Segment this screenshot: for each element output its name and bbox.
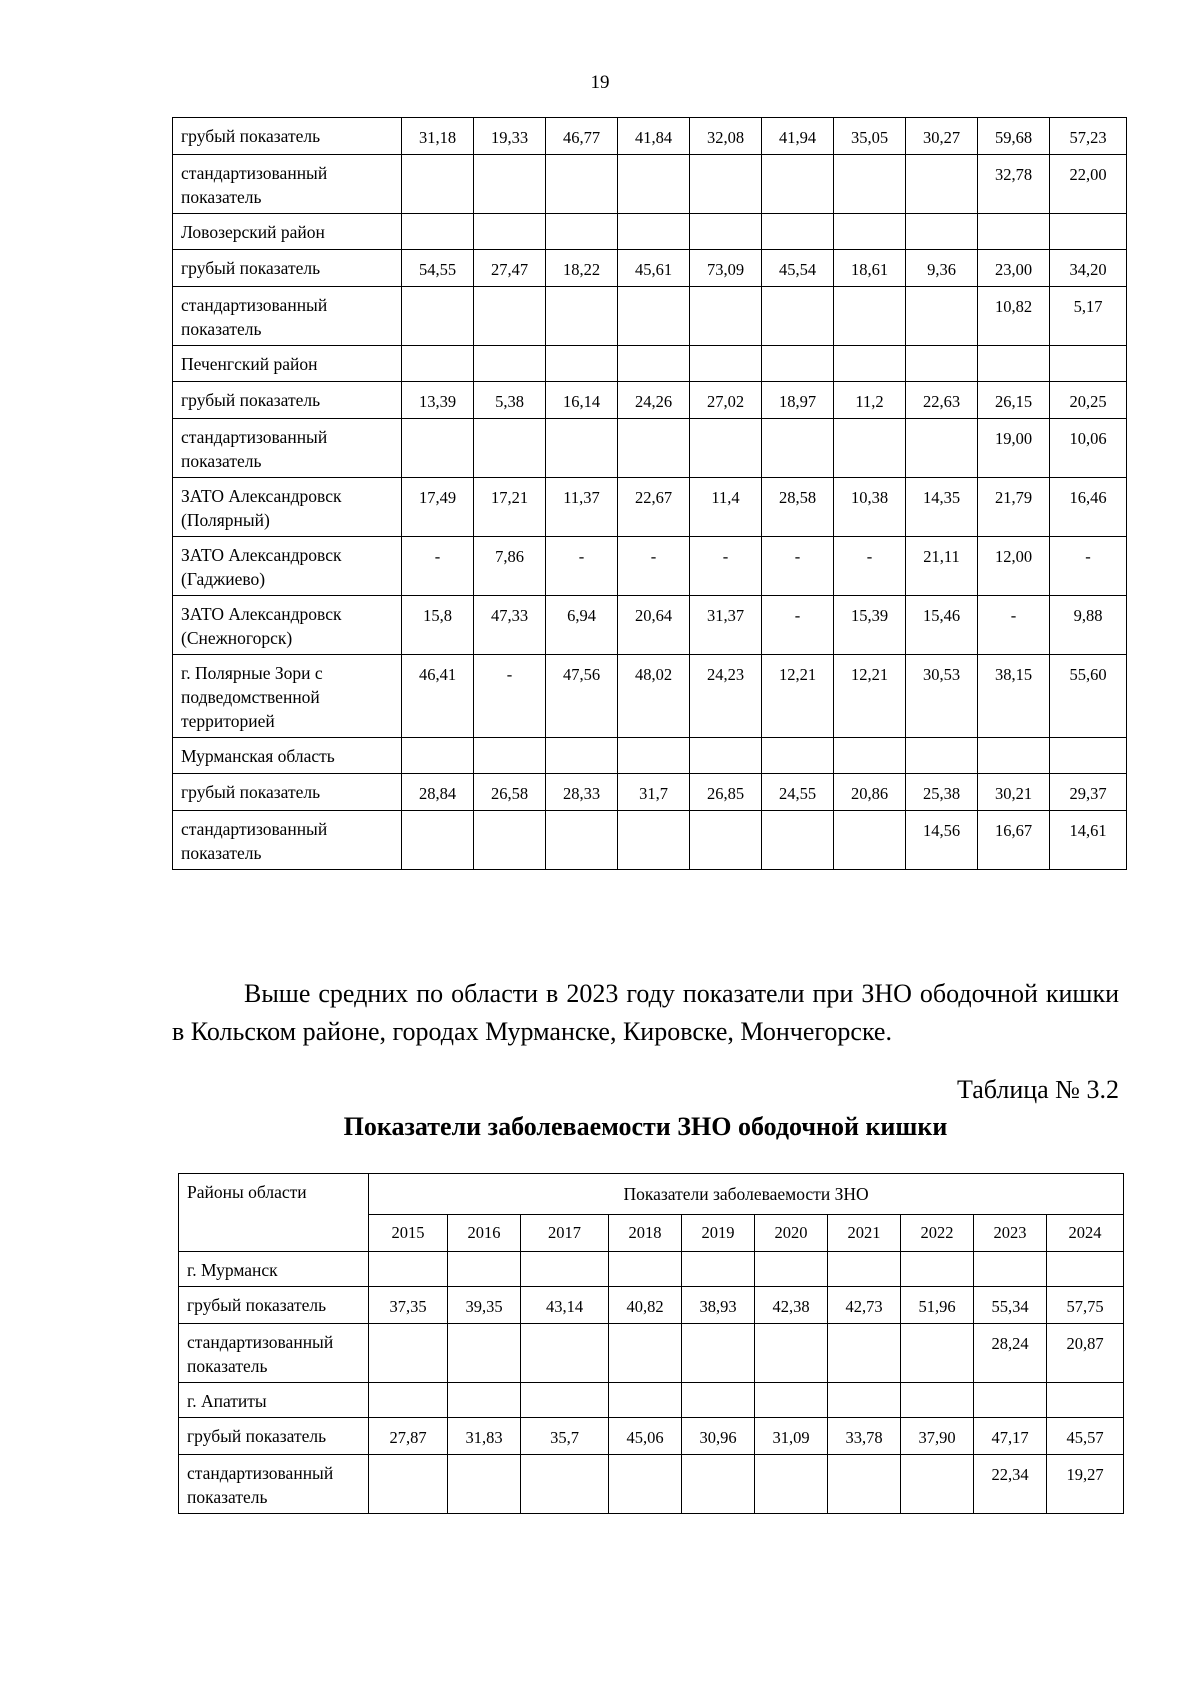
value-cell: 18,61 — [834, 250, 906, 287]
value-cell — [755, 1252, 828, 1287]
value-cell: 17,49 — [402, 478, 474, 537]
value-cell: 20,64 — [618, 596, 690, 655]
row-label: ЗАТО Александровск (Полярный) — [173, 478, 402, 537]
value-cell — [521, 1252, 609, 1287]
row-label: Печенгский район — [173, 346, 402, 382]
value-cell: 57,23 — [1050, 118, 1127, 155]
value-cell — [521, 1455, 609, 1514]
value-cell: 26,85 — [690, 774, 762, 811]
value-cell: 73,09 — [690, 250, 762, 287]
value-cell — [978, 214, 1050, 250]
value-cell: 57,75 — [1047, 1287, 1124, 1324]
value-cell — [834, 811, 906, 870]
year-header: 2024 — [1047, 1215, 1124, 1252]
value-cell: 37,90 — [901, 1418, 974, 1455]
value-cell: 10,38 — [834, 478, 906, 537]
value-cell — [834, 419, 906, 478]
value-cell: 54,55 — [402, 250, 474, 287]
value-cell — [690, 287, 762, 346]
value-cell: 30,21 — [978, 774, 1050, 811]
incidence-table-continued — [172, 117, 1127, 870]
value-cell — [834, 287, 906, 346]
value-cell: 11,2 — [834, 382, 906, 419]
value-cell: 22,34 — [974, 1455, 1047, 1514]
value-cell: 28,58 — [762, 478, 834, 537]
value-cell — [474, 738, 546, 774]
value-cell: 31,09 — [755, 1418, 828, 1455]
row-label: стандартизованный показатель — [173, 155, 402, 214]
value-cell — [1050, 738, 1127, 774]
value-cell — [690, 346, 762, 382]
value-cell — [762, 346, 834, 382]
value-cell: 12,21 — [834, 655, 906, 738]
value-cell — [402, 419, 474, 478]
value-cell: 17,21 — [474, 478, 546, 537]
value-cell: 11,4 — [690, 478, 762, 537]
value-cell — [682, 1252, 755, 1287]
value-cell — [690, 811, 762, 870]
value-cell: 14,56 — [906, 811, 978, 870]
value-cell: 59,68 — [978, 118, 1050, 155]
value-cell: 24,23 — [690, 655, 762, 738]
value-cell — [690, 155, 762, 214]
value-cell — [521, 1324, 609, 1383]
value-cell: 27,87 — [369, 1418, 448, 1455]
value-cell — [521, 1383, 609, 1418]
value-cell: - — [690, 537, 762, 596]
value-cell — [834, 155, 906, 214]
value-cell: 48,02 — [618, 655, 690, 738]
value-cell: - — [762, 537, 834, 596]
value-cell — [402, 811, 474, 870]
value-cell: 41,84 — [618, 118, 690, 155]
value-cell: - — [834, 537, 906, 596]
value-cell — [828, 1383, 901, 1418]
year-header: 2019 — [682, 1215, 755, 1252]
value-cell — [618, 155, 690, 214]
value-cell: 29,37 — [1050, 774, 1127, 811]
value-cell: 34,20 — [1050, 250, 1127, 287]
value-cell: 45,54 — [762, 250, 834, 287]
value-cell — [762, 155, 834, 214]
value-cell: 19,33 — [474, 118, 546, 155]
value-cell — [546, 811, 618, 870]
table-row — [173, 118, 1127, 155]
value-cell: 39,35 — [448, 1287, 521, 1324]
year-header: 2017 — [521, 1215, 609, 1252]
table-row — [179, 1324, 1124, 1383]
summary-paragraph — [172, 975, 1119, 1051]
table-row — [173, 214, 1127, 250]
value-cell — [369, 1252, 448, 1287]
row-label: ЗАТО Александровск (Снежногорск) — [173, 596, 402, 655]
value-cell: 27,47 — [474, 250, 546, 287]
table-row — [173, 774, 1127, 811]
value-cell — [690, 214, 762, 250]
value-cell — [690, 738, 762, 774]
value-cell: 14,61 — [1050, 811, 1127, 870]
row-label: Ловозерский район — [173, 214, 402, 250]
value-cell: 31,37 — [690, 596, 762, 655]
value-cell: 13,39 — [402, 382, 474, 419]
table-row — [173, 250, 1127, 287]
page-number: 19 — [590, 72, 610, 93]
value-cell: - — [474, 655, 546, 738]
value-cell: 32,08 — [690, 118, 762, 155]
value-cell: 31,7 — [618, 774, 690, 811]
value-cell: 16,46 — [1050, 478, 1127, 537]
value-cell: 5,17 — [1050, 287, 1127, 346]
value-cell: 42,38 — [755, 1287, 828, 1324]
row-label: г. Мурманск — [179, 1252, 369, 1287]
value-cell — [474, 155, 546, 214]
table-header-row — [179, 1174, 1124, 1215]
value-cell — [762, 419, 834, 478]
value-cell: 38,93 — [682, 1287, 755, 1324]
value-cell — [906, 738, 978, 774]
value-cell: 21,11 — [906, 537, 978, 596]
value-cell: 41,94 — [762, 118, 834, 155]
value-cell — [474, 346, 546, 382]
value-cell: 20,25 — [1050, 382, 1127, 419]
value-cell — [402, 287, 474, 346]
value-cell: 16,67 — [978, 811, 1050, 870]
value-cell: 18,97 — [762, 382, 834, 419]
row-label: г. Апатиты — [179, 1383, 369, 1418]
value-cell: 21,79 — [978, 478, 1050, 537]
value-cell — [682, 1324, 755, 1383]
value-cell — [474, 419, 546, 478]
table-number-caption: Таблица № 3.2 — [956, 1075, 1119, 1104]
value-cell: 5,38 — [474, 382, 546, 419]
value-cell — [448, 1324, 521, 1383]
value-cell: - — [402, 537, 474, 596]
value-cell: - — [618, 537, 690, 596]
table-row — [179, 1418, 1124, 1455]
value-cell: 45,61 — [618, 250, 690, 287]
value-cell — [762, 214, 834, 250]
incidence-group-header: Показатели заболеваемости ЗНО — [369, 1174, 1124, 1215]
value-cell — [906, 419, 978, 478]
value-cell: 28,24 — [974, 1324, 1047, 1383]
value-cell: 47,56 — [546, 655, 618, 738]
table-row — [173, 596, 1127, 655]
value-cell — [618, 811, 690, 870]
value-cell — [1047, 1252, 1124, 1287]
value-cell — [974, 1383, 1047, 1418]
value-cell: 38,15 — [978, 655, 1050, 738]
value-cell — [755, 1455, 828, 1514]
value-cell: 31,18 — [402, 118, 474, 155]
row-label: стандартизованный показатель — [179, 1324, 369, 1383]
value-cell — [618, 214, 690, 250]
value-cell: 6,94 — [546, 596, 618, 655]
value-cell — [369, 1383, 448, 1418]
value-cell — [546, 155, 618, 214]
table-row — [179, 1252, 1124, 1287]
value-cell — [828, 1455, 901, 1514]
table-row — [179, 1287, 1124, 1324]
value-cell: 55,34 — [974, 1287, 1047, 1324]
value-cell: 9,36 — [906, 250, 978, 287]
value-cell — [978, 738, 1050, 774]
year-header: 2020 — [755, 1215, 828, 1252]
value-cell: 46,77 — [546, 118, 618, 155]
summary-text: Выше средних по области в 2023 году показатели при ЗНО ободочной кишки в Кольском районе, городах Мурманске, Кировске, Мончегорске. — [172, 979, 1119, 1046]
value-cell — [546, 346, 618, 382]
year-header: 2016 — [448, 1215, 521, 1252]
value-cell — [402, 155, 474, 214]
value-cell: 32,78 — [978, 155, 1050, 214]
value-cell: 35,7 — [521, 1418, 609, 1455]
row-label: ЗАТО Александровск (Гаджиево) — [173, 537, 402, 596]
table-row — [173, 478, 1127, 537]
year-header: 2022 — [901, 1215, 974, 1252]
value-cell: 35,05 — [834, 118, 906, 155]
value-cell: 19,00 — [978, 419, 1050, 478]
value-cell — [978, 346, 1050, 382]
value-cell — [609, 1455, 682, 1514]
value-cell: - — [546, 537, 618, 596]
value-cell — [546, 738, 618, 774]
row-label: грубый показатель — [179, 1418, 369, 1455]
value-cell — [906, 214, 978, 250]
value-cell — [755, 1324, 828, 1383]
year-header: 2015 — [369, 1215, 448, 1252]
table-row — [173, 382, 1127, 419]
table-title: Показатели заболеваемости ЗНО ободочной кишки — [343, 1112, 948, 1141]
value-cell: 27,02 — [690, 382, 762, 419]
value-cell: 26,15 — [978, 382, 1050, 419]
row-label: грубый показатель — [173, 774, 402, 811]
row-label: стандартизованный показатель — [173, 419, 402, 478]
value-cell — [618, 346, 690, 382]
value-cell — [906, 155, 978, 214]
table-row — [173, 811, 1127, 870]
value-cell: 16,14 — [546, 382, 618, 419]
value-cell — [762, 738, 834, 774]
value-cell: 18,22 — [546, 250, 618, 287]
value-cell: - — [978, 596, 1050, 655]
value-cell: 10,06 — [1050, 419, 1127, 478]
value-cell: 42,73 — [828, 1287, 901, 1324]
value-cell: 26,58 — [474, 774, 546, 811]
colon-cancer-incidence-table — [178, 1173, 1124, 1514]
table-row — [173, 155, 1127, 214]
regions-column-header: Районы области — [179, 1174, 369, 1252]
row-label: г. Полярные Зори с подведомственной территорией — [173, 655, 402, 738]
value-cell: 30,53 — [906, 655, 978, 738]
value-cell — [618, 738, 690, 774]
row-label: Мурманская область — [173, 738, 402, 774]
value-cell — [901, 1383, 974, 1418]
value-cell: 46,41 — [402, 655, 474, 738]
value-cell — [402, 738, 474, 774]
value-cell — [834, 346, 906, 382]
value-cell: 43,14 — [521, 1287, 609, 1324]
value-cell — [546, 214, 618, 250]
value-cell — [618, 419, 690, 478]
value-cell — [474, 214, 546, 250]
value-cell: 12,21 — [762, 655, 834, 738]
value-cell: 45,57 — [1047, 1418, 1124, 1455]
value-cell — [448, 1252, 521, 1287]
value-cell — [609, 1252, 682, 1287]
value-cell — [834, 738, 906, 774]
value-cell: 20,87 — [1047, 1324, 1124, 1383]
year-header: 2018 — [609, 1215, 682, 1252]
value-cell: 19,27 — [1047, 1455, 1124, 1514]
value-cell: 22,00 — [1050, 155, 1127, 214]
table-row — [173, 419, 1127, 478]
value-cell — [828, 1324, 901, 1383]
value-cell: 30,27 — [906, 118, 978, 155]
table-row — [173, 346, 1127, 382]
year-header: 2021 — [828, 1215, 901, 1252]
value-cell — [906, 287, 978, 346]
row-label: грубый показатель — [173, 382, 402, 419]
value-cell — [901, 1252, 974, 1287]
value-cell: 15,8 — [402, 596, 474, 655]
row-label: стандартизованный показатель — [179, 1455, 369, 1514]
value-cell — [762, 287, 834, 346]
value-cell: 33,78 — [828, 1418, 901, 1455]
value-cell: 22,67 — [618, 478, 690, 537]
value-cell — [609, 1383, 682, 1418]
value-cell: 7,86 — [474, 537, 546, 596]
value-cell — [546, 419, 618, 478]
value-cell: 31,83 — [448, 1418, 521, 1455]
value-cell — [690, 419, 762, 478]
value-cell — [1050, 346, 1127, 382]
value-cell: 23,00 — [978, 250, 1050, 287]
value-cell: 14,35 — [906, 478, 978, 537]
value-cell: 51,96 — [901, 1287, 974, 1324]
table-row — [173, 738, 1127, 774]
value-cell — [618, 287, 690, 346]
value-cell — [609, 1324, 682, 1383]
value-cell — [682, 1455, 755, 1514]
value-cell — [546, 287, 618, 346]
value-cell: 11,37 — [546, 478, 618, 537]
value-cell — [828, 1252, 901, 1287]
value-cell — [834, 214, 906, 250]
value-cell: 30,96 — [682, 1418, 755, 1455]
value-cell: 55,60 — [1050, 655, 1127, 738]
value-cell — [369, 1324, 448, 1383]
value-cell — [448, 1455, 521, 1514]
value-cell — [755, 1383, 828, 1418]
value-cell: 24,26 — [618, 382, 690, 419]
value-cell: 40,82 — [609, 1287, 682, 1324]
value-cell — [402, 346, 474, 382]
value-cell — [448, 1383, 521, 1418]
row-label: грубый показатель — [179, 1287, 369, 1324]
value-cell: 20,86 — [834, 774, 906, 811]
value-cell — [906, 346, 978, 382]
row-label: грубый показатель — [173, 250, 402, 287]
value-cell — [1047, 1383, 1124, 1418]
value-cell: 9,88 — [1050, 596, 1127, 655]
value-cell — [474, 287, 546, 346]
value-cell: 15,46 — [906, 596, 978, 655]
value-cell: 25,38 — [906, 774, 978, 811]
value-cell: 28,84 — [402, 774, 474, 811]
table-row — [173, 537, 1127, 596]
row-label: стандартизованный показатель — [173, 287, 402, 346]
value-cell — [901, 1455, 974, 1514]
value-cell — [682, 1383, 755, 1418]
value-cell: 47,33 — [474, 596, 546, 655]
value-cell — [901, 1324, 974, 1383]
value-cell — [474, 811, 546, 870]
value-cell: 45,06 — [609, 1418, 682, 1455]
table-row — [179, 1383, 1124, 1418]
value-cell: 12,00 — [978, 537, 1050, 596]
value-cell — [974, 1252, 1047, 1287]
value-cell: 22,63 — [906, 382, 978, 419]
value-cell — [402, 214, 474, 250]
value-cell: - — [762, 596, 834, 655]
value-cell: 28,33 — [546, 774, 618, 811]
row-label: грубый показатель — [173, 118, 402, 155]
row-label: стандартизованный показатель — [173, 811, 402, 870]
value-cell: 10,82 — [978, 287, 1050, 346]
value-cell: 24,55 — [762, 774, 834, 811]
value-cell — [762, 811, 834, 870]
table-row — [179, 1455, 1124, 1514]
table-row — [173, 287, 1127, 346]
table-row — [173, 655, 1127, 738]
value-cell: - — [1050, 537, 1127, 596]
value-cell — [369, 1455, 448, 1514]
value-cell: 47,17 — [974, 1418, 1047, 1455]
year-header: 2023 — [974, 1215, 1047, 1252]
value-cell: 15,39 — [834, 596, 906, 655]
value-cell: 37,35 — [369, 1287, 448, 1324]
value-cell — [1050, 214, 1127, 250]
